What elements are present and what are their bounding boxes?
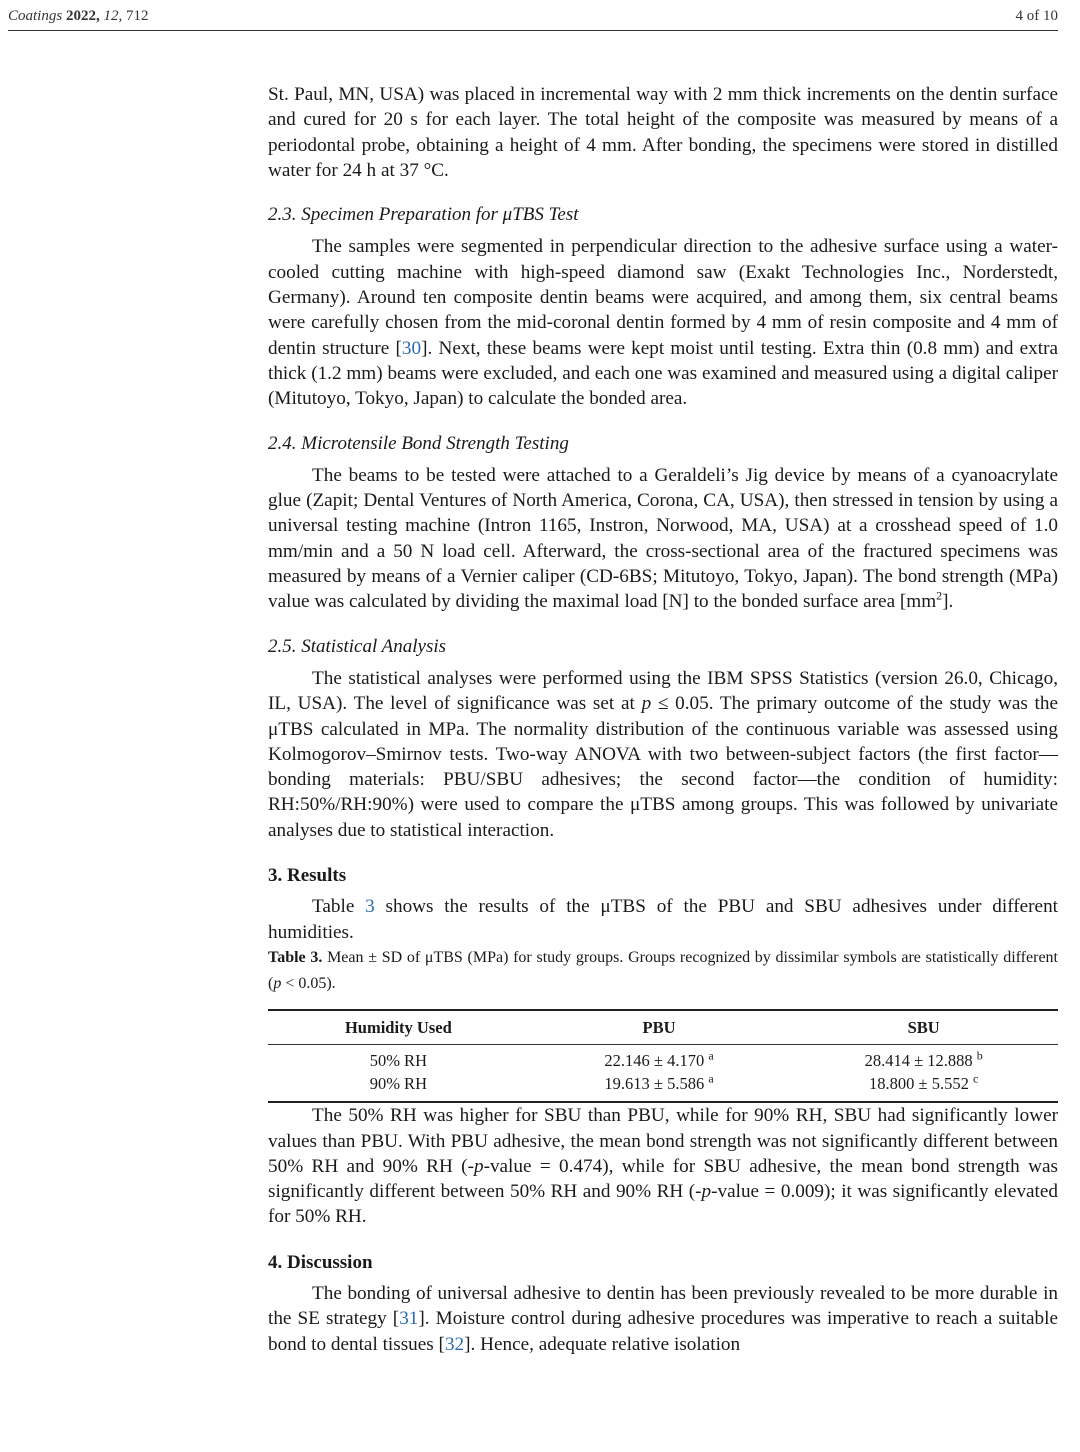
paragraph-results: The 50% RH was higher for SBU than PBU, while for 90% RH, SBU had significantly lower values than PBU. With PBU adhesive, the mean bond strength was not significantly different between 50% RH and 90% RH (-p-value = 0.474), while for SBU adhesive, the mean bond strength was significantly different between 50% RH and 90% RH (-p-value = 0.009); it was significantly elevated for 50% RH.: [268, 1105, 1058, 1228]
cell-sbu: 28.414 ± 12.888 $^b$: [864, 1048, 983, 1071]
paragraph-intro: St. Paul, MN, USA) was placed in incremental way with 2 mm thick increments on the dentin surface and cured for 20 s for each layer. The total height of the composite was measured by means of a periodontal probe, obtaining a height of 4 mm. After bonding, the specimens were stored in distilled water for 24 h at 37 °C.: [268, 84, 1058, 181]
citation-link-32[interactable]: 32: [444, 1333, 465, 1355]
article-body: [268, 82, 1058, 1357]
table-header-row: [268, 1010, 1058, 1045]
journal-year: 2022,: [65, 8, 100, 24]
section-heading-2-3: 2.3. Specimen Preparation for μTBS Test: [268, 204, 579, 226]
section-heading-2-5: 2.5. Statistical Analysis: [268, 635, 447, 657]
paragraph-2-3: The samples were segmented in perpendicular direction to the adhesive surface using a water-cooled cutting machine with high-speed diamond saw (Exakt Technologies Inc., Norderstedt, Germany). Around ten composite dentin beams were acquired, and among them, six central beams were carefully chosen from the mid-coronal dentin formed by 4 mm of resin composite and 4 mm of dentin structure [30]. Next, these beams were kept moist until testing. Extra thin (0.8 mm) and extra thick (1.2 mm) beams were excluded, and each one was examined and measured using a digital caliper (Mitutoyo, Tokyo, Japan) to calculate the bonded area.: [268, 236, 1059, 410]
column-header-sbu: SBU: [789, 1010, 1058, 1045]
section-heading-2-4: 2.4. Microtensile Bond Strength Testing: [268, 432, 569, 454]
citation-link-31[interactable]: 31: [399, 1308, 419, 1330]
cell-pbu: 19.613 ± 5.586 $^a$: [529, 1072, 790, 1102]
table-3-link[interactable]: 3: [365, 896, 375, 918]
journal-name: Coatings: [8, 8, 63, 24]
paragraph-3: Table 3 shows the results of the μTBS of the PBU and SBU adhesives under different humidities.: [268, 896, 1058, 943]
paragraph-2-5: The statistical analyses were performed using the IBM SPSS Statistics (version 26.0, Chicago, IL, USA). The level of significance was set at p ≤ 0.05. The primary outcome of the study was the μTBS calculated in MPa. The normality distribution of the continuous variable was assessed using Kolmogorov–Smirnov tests. Two-way ANOVA with two between-subject factors (the first factor—bonding materials: PBU/SBU adhesives; the second factor—the condition of humidity: RH:50%/RH:90%) were used to compare the μTBS among groups. This was followed by univariate analyses due to statistical interaction.: [268, 667, 1058, 841]
column-header-pbu: PBU: [529, 1010, 790, 1045]
page-number: 4 of 10: [1015, 8, 1058, 24]
article-number: 712: [125, 8, 149, 24]
table-3: [268, 1009, 1058, 1103]
section-heading-4: 4. Discussion: [268, 1251, 373, 1273]
cell-humidity: 50% RH: [369, 1051, 427, 1071]
paragraph-2-4: The beams to be tested were attached to a Geraldeli’s Jig device by means of a cyanoacrylate glue (Zapit; Dental Ventures of North America, Corona, CA, USA), then stressed in tension by using a universal testing machine (Intron 1165, Instron, Norwood, MA, USA) at a crosshead speed of 1.0 mm/min and a 50 N load cell. Afterward, the cross-sectional area of the fractured specimens was measured by means of a Vernier caliper (CD-6BS; Mitutoyo, Tokyo, Japan). The bond strength (MPa) value was calculated by dividing the maximal load [N] to the bonded surface area $[mm^2]$.: [268, 464, 1058, 613]
journal-volume: 12,: [103, 8, 123, 24]
cell-sbu: 18.800 ± 5.552 $^c$: [789, 1072, 1058, 1102]
cell-humidity: 90% RH: [268, 1072, 529, 1102]
column-header-humidity: Humidity Used: [268, 1010, 529, 1045]
paragraph-discussion: The bonding of universal adhesive to dentin has been previously revealed to be more durable in the SE strategy [31]. Moisture control during adhesive procedures was imperative to reach a suitable bond to dental tissues [32]. Hence, adequate relative isolation: [268, 1282, 1058, 1355]
table-row: [268, 1045, 1058, 1073]
table-3-caption: Table 3. Mean ± SD of μTBS (MPa) for study groups. Groups recognized by dissimilar symbols are statistically different (p < 0.05).: [268, 948, 1058, 992]
citation-link-30[interactable]: 30: [401, 337, 422, 359]
cell-pbu: 22.146 ± 4.170 $^a$: [604, 1048, 714, 1071]
table-row: [268, 1072, 1058, 1102]
page-header: [8, 4, 1058, 31]
section-heading-3: 3. Results: [268, 865, 347, 887]
journal-citation: [8, 8, 148, 25]
